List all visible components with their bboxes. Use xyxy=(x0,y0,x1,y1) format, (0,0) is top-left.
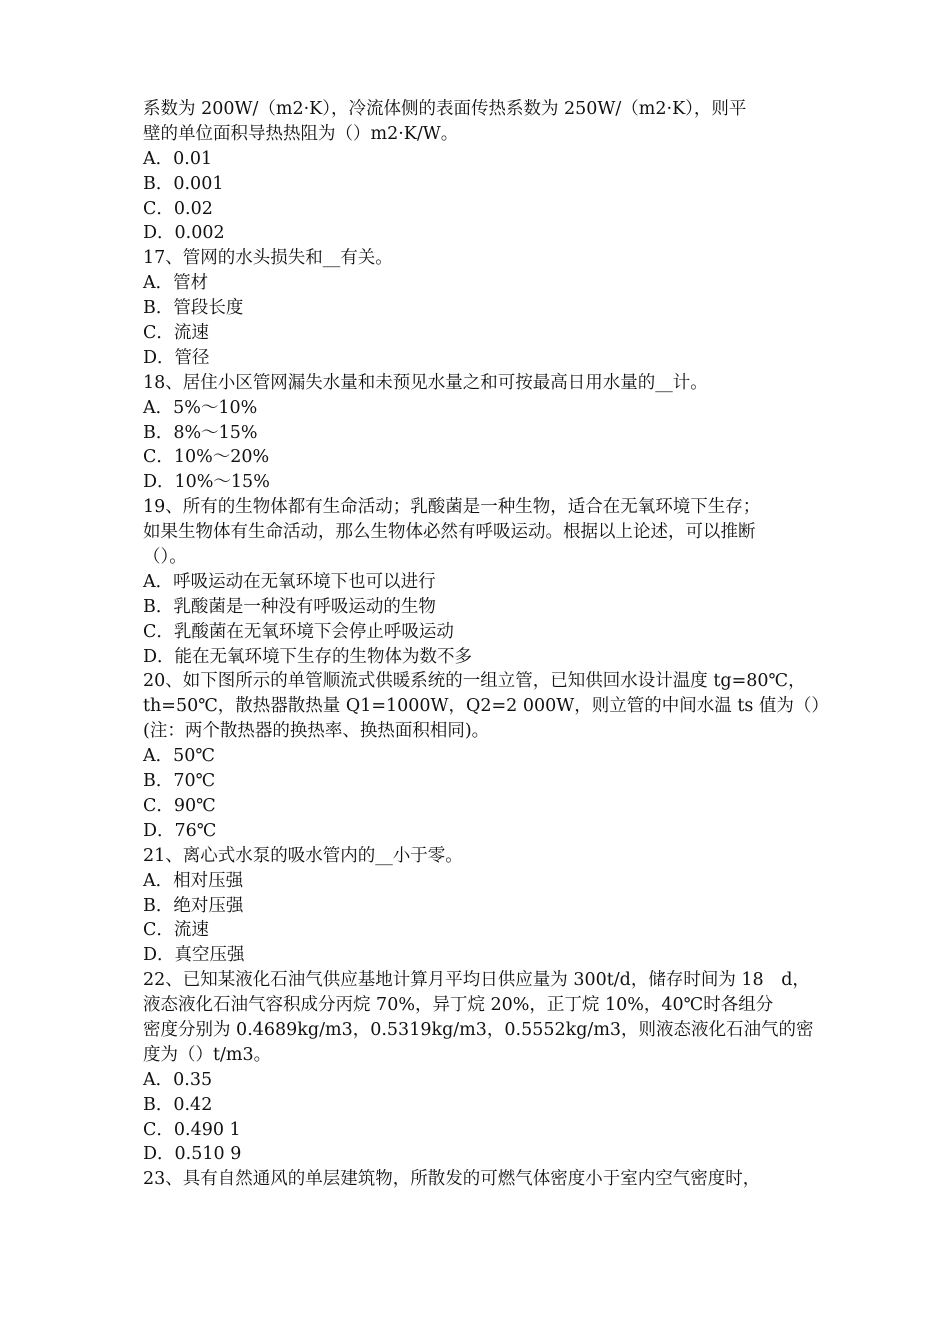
text-line: A．管材 xyxy=(143,273,209,294)
text-line: 22、已知某液化石油气供应基地计算月平均日供应量为 300t/d，储存时间为 18 d， xyxy=(143,970,810,991)
text-line: 密度分别为 0.4689kg/m3，0.5319kg/m3，0.5552kg/m3，则液态液化石油气的密 xyxy=(143,1019,814,1040)
text-line: C．0.490 1 xyxy=(143,1119,241,1140)
text-line: 21、离心式水泵的吸水管内的__小于零。 xyxy=(143,845,463,866)
text-line: C．0.02 xyxy=(143,198,213,219)
text-line: B．70℃ xyxy=(143,771,216,792)
text-line: th=50℃，散热器散热量 Q1=1000W，Q2=2 000W，则立管的中间水温 ts 值为（） xyxy=(143,696,829,717)
text-line: （）。 xyxy=(143,547,187,568)
text-line: B．0.001 xyxy=(143,173,224,194)
text-line: 液态液化石油气容积成分丙烷 70%，异丁烷 20%，正丁烷 10%，40℃时各组分 xyxy=(143,995,774,1016)
text-line: C．流速 xyxy=(143,323,209,344)
text-line: 23、具有自然通风的单层建筑物，所散发的可燃气体密度小于室内空气密度时， xyxy=(143,1169,761,1190)
text-line: B．0.42 xyxy=(143,1094,213,1115)
text-line: D．0.510 9 xyxy=(143,1144,242,1165)
text-line: D．管径 xyxy=(143,347,210,368)
text-line: C．10%～20% xyxy=(143,447,270,468)
text-line: 度为（）t/m3。 xyxy=(143,1044,272,1065)
text-line: B．乳酸菌是一种没有呼吸运动的生物 xyxy=(143,596,436,617)
text-line: 19、所有的生物体都有生命活动；乳酸菌是一种生物，适合在无氧环境下生存； xyxy=(143,497,761,518)
text-line: D．真空压强 xyxy=(143,945,245,966)
document-body xyxy=(143,97,829,1192)
text-line: C．90℃ xyxy=(143,795,216,816)
text-line: B．管段长度 xyxy=(143,298,244,319)
text-line: C．流速 xyxy=(143,920,209,941)
text-line: 18、居住小区管网漏失水量和未预见水量之和可按最高日用水量的__计。 xyxy=(143,372,708,393)
text-line: B．8%～15% xyxy=(143,422,258,443)
text-line: 20、如下图所示的单管顺流式供暖系统的一组立管，已知供回水设计温度 tg=80℃， xyxy=(143,671,806,692)
text-line: A．0.01 xyxy=(143,148,213,169)
text-line: A．0.35 xyxy=(143,1069,213,1090)
text-line: B．绝对压强 xyxy=(143,895,244,916)
text-line: D．76℃ xyxy=(143,820,217,841)
text-line: 如果生物体有生命活动，那么生物体必然有呼吸运动。根据以上论述，可以推断 xyxy=(143,522,756,543)
text-line: A．呼吸运动在无氧环境下也可以进行 xyxy=(143,571,436,592)
text-line: A．相对压强 xyxy=(143,870,244,891)
text-line: (注：两个散热器的换热率、换热面积相同)。 xyxy=(143,721,490,742)
text-line: A．5%～10% xyxy=(143,397,258,418)
text-line: D．0.002 xyxy=(143,223,225,244)
text-line: D．10%～15% xyxy=(143,472,270,493)
text-line: C．乳酸菌在无氧环境下会停止呼吸运动 xyxy=(143,621,454,642)
text-line: D．能在无氧环境下生存的生物体为数不多 xyxy=(143,646,473,667)
text-line: A．50℃ xyxy=(143,746,215,767)
text-line: 壁的单位面积导热热阻为（）m2·K/W。 xyxy=(143,123,459,144)
text-line: 系数为 200W/（m2·K），冷流体侧的表面传热系数为 250W/（m2·K），则平 xyxy=(143,99,747,119)
text-line: 17、管网的水头损失和__有关。 xyxy=(143,248,393,269)
